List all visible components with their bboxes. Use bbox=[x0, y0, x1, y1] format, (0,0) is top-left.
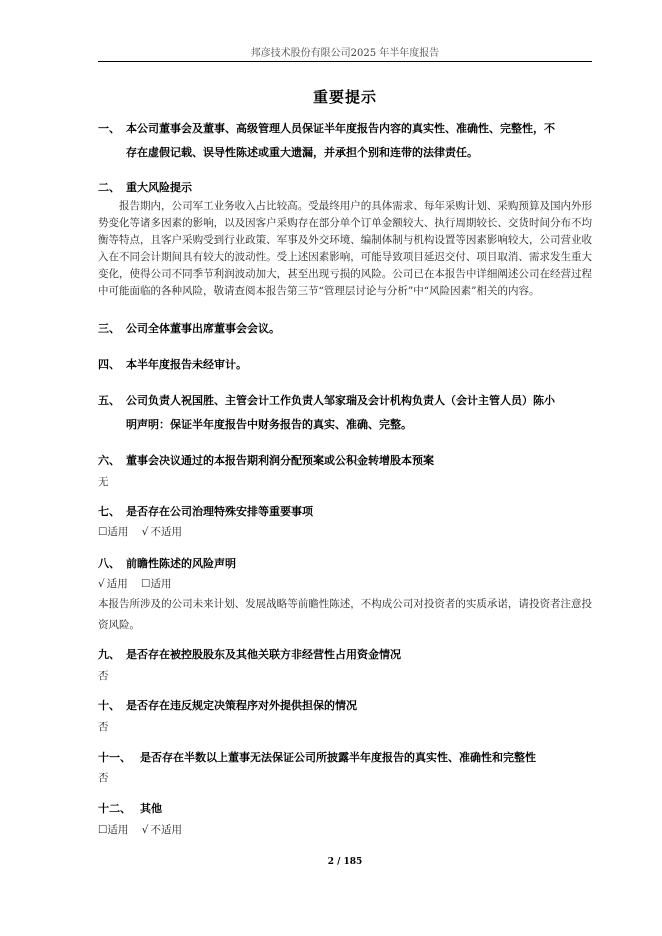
check-mark-icon: √ bbox=[141, 824, 149, 836]
item-12-text: 其他 bbox=[140, 802, 162, 815]
item-12-options bbox=[98, 822, 592, 838]
item-11-answer: 否 bbox=[98, 772, 109, 784]
item-12-option-not-applicable bbox=[142, 824, 182, 836]
item-8-option-a-label: 适用 bbox=[106, 578, 128, 590]
checkbox-empty-icon: ☐ bbox=[98, 824, 108, 836]
item-7-option-b-label: 不适用 bbox=[150, 526, 182, 538]
header-divider bbox=[98, 61, 592, 62]
checkbox-empty-icon: ☐ bbox=[98, 526, 108, 538]
item-5-number: 五、 bbox=[98, 394, 120, 407]
item-5 bbox=[98, 394, 592, 408]
item-8-option-b-label: 适用 bbox=[150, 578, 172, 590]
check-mark-icon: √ bbox=[141, 526, 149, 538]
page-header: 邦彦技术股份有限公司2025 年半年度报告 bbox=[250, 48, 440, 59]
item-7-options bbox=[98, 524, 592, 540]
item-6 bbox=[98, 454, 592, 468]
item-8-option-second bbox=[141, 578, 171, 590]
page-title: 重要提示 bbox=[312, 88, 377, 106]
item-12-option-b-label: 不适用 bbox=[150, 824, 182, 836]
item-11-text: 是否存在半数以上董事无法保证公司所披露半年度报告的真实性、准确性和完整性 bbox=[140, 751, 536, 764]
item-7-text: 是否存在公司治理特殊安排等重要事项 bbox=[126, 505, 313, 518]
item-9-text: 是否存在被控股股东及其他关联方非经营性占用资金情况 bbox=[126, 648, 401, 661]
item-12-number: 十二、 bbox=[98, 802, 131, 815]
item-3-number: 三、 bbox=[98, 322, 120, 335]
item-2-title: 重大风险提示 bbox=[126, 181, 192, 194]
checkbox-empty-icon: ☐ bbox=[141, 578, 151, 590]
item-10-answer: 否 bbox=[98, 721, 109, 733]
item-12-option-a-label: 适用 bbox=[107, 824, 129, 836]
item-11-number: 十一、 bbox=[98, 751, 131, 764]
item-6-text: 董事会决议通过的本报告期利润分配预案或公积金转增股本预案 bbox=[126, 454, 434, 467]
item-8 bbox=[98, 557, 592, 571]
item-5-line2: 明声明：保证半年度报告中财务报告的真实、准确、完整。 bbox=[126, 418, 412, 431]
item-11 bbox=[98, 751, 592, 765]
page-number: 2 / 185 bbox=[327, 857, 363, 867]
item-9-answer: 否 bbox=[98, 670, 109, 682]
item-4 bbox=[98, 358, 592, 372]
check-mark-icon: √ bbox=[98, 578, 105, 590]
item-10-number: 十、 bbox=[98, 699, 120, 712]
item-9-number: 九、 bbox=[98, 648, 120, 661]
item-7-number: 七、 bbox=[98, 505, 120, 518]
item-10-text: 是否存在违反规定决策程序对外提供担保的情况 bbox=[126, 699, 357, 712]
item-10 bbox=[98, 699, 592, 713]
item-8-options bbox=[98, 576, 592, 592]
item-6-answer: 无 bbox=[98, 476, 109, 488]
item-7 bbox=[98, 505, 592, 519]
item-4-number: 四、 bbox=[98, 358, 120, 371]
item-7-option-not-applicable bbox=[142, 526, 182, 538]
item-1-number: 一、 bbox=[98, 122, 120, 135]
risk-paragraph: 报告期内，公司军工业务收入占比较高。受最终用户的具体需求、每年采购计划、采购预算及国内外形势变化等诸多因素的影响，以及因客户采购存在部分单个订单金额较大、执行周期较长、交货时间分布不均衡等特点，且客户采购受到行业政策、军事及外交环境、编制体制与机构设置等因素影响较大，公司营业收入在不同会计期间具有较大的波动性。受上述因素影响，可能导致项目延迟交付、项目取消、需求发生重大变化，使得公司不同季节利润波动加大，甚至出现亏损的风险。公司已在本报告中详细阐述公司在经营过程中可能面临的各种风险，敬请查阅本报告第三节“管理层讨论与分析”中“风险因素”相关的内容。 bbox=[98, 200, 592, 297]
item-4-text: 本半年度报告未经审计。 bbox=[126, 358, 247, 371]
item-7-option-a-label: 适用 bbox=[107, 526, 129, 538]
item-8-text: 前瞻性陈述的风险声明 bbox=[126, 557, 236, 570]
item-5-line1: 公司负责人祝国胜、主管会计工作负责人邹家瑞及会计机构负责人（会计主管人员）陈小 bbox=[126, 394, 555, 407]
item-6-number: 六、 bbox=[98, 454, 120, 467]
item-2-number: 二、 bbox=[98, 181, 120, 194]
item-1-line2: 存在虚假记载、误导性陈述或重大遗漏，并承担个别和连带的法律责任。 bbox=[126, 146, 478, 159]
item-8-statement: 本报告所涉及的公司未来计划、发展战略等前瞻性陈述，不构成公司对投资者的实质承诺，请投资者注意投资风险。 bbox=[98, 598, 592, 631]
item-3-text: 公司全体董事出席董事会会议。 bbox=[126, 322, 280, 335]
item-2-heading bbox=[98, 181, 592, 195]
item-9 bbox=[98, 648, 592, 662]
item-8-option-applicable bbox=[98, 578, 128, 590]
item-1-line1: 本公司董事会及董事、高级管理人员保证半年度报告内容的真实性、准确性、完整性，不 bbox=[126, 122, 555, 135]
item-12-option-applicable bbox=[98, 824, 128, 836]
item-3 bbox=[98, 322, 592, 336]
item-7-option-applicable bbox=[98, 526, 128, 538]
item-8-number: 八、 bbox=[98, 557, 120, 570]
item-12 bbox=[98, 802, 592, 816]
item-1 bbox=[98, 122, 592, 136]
